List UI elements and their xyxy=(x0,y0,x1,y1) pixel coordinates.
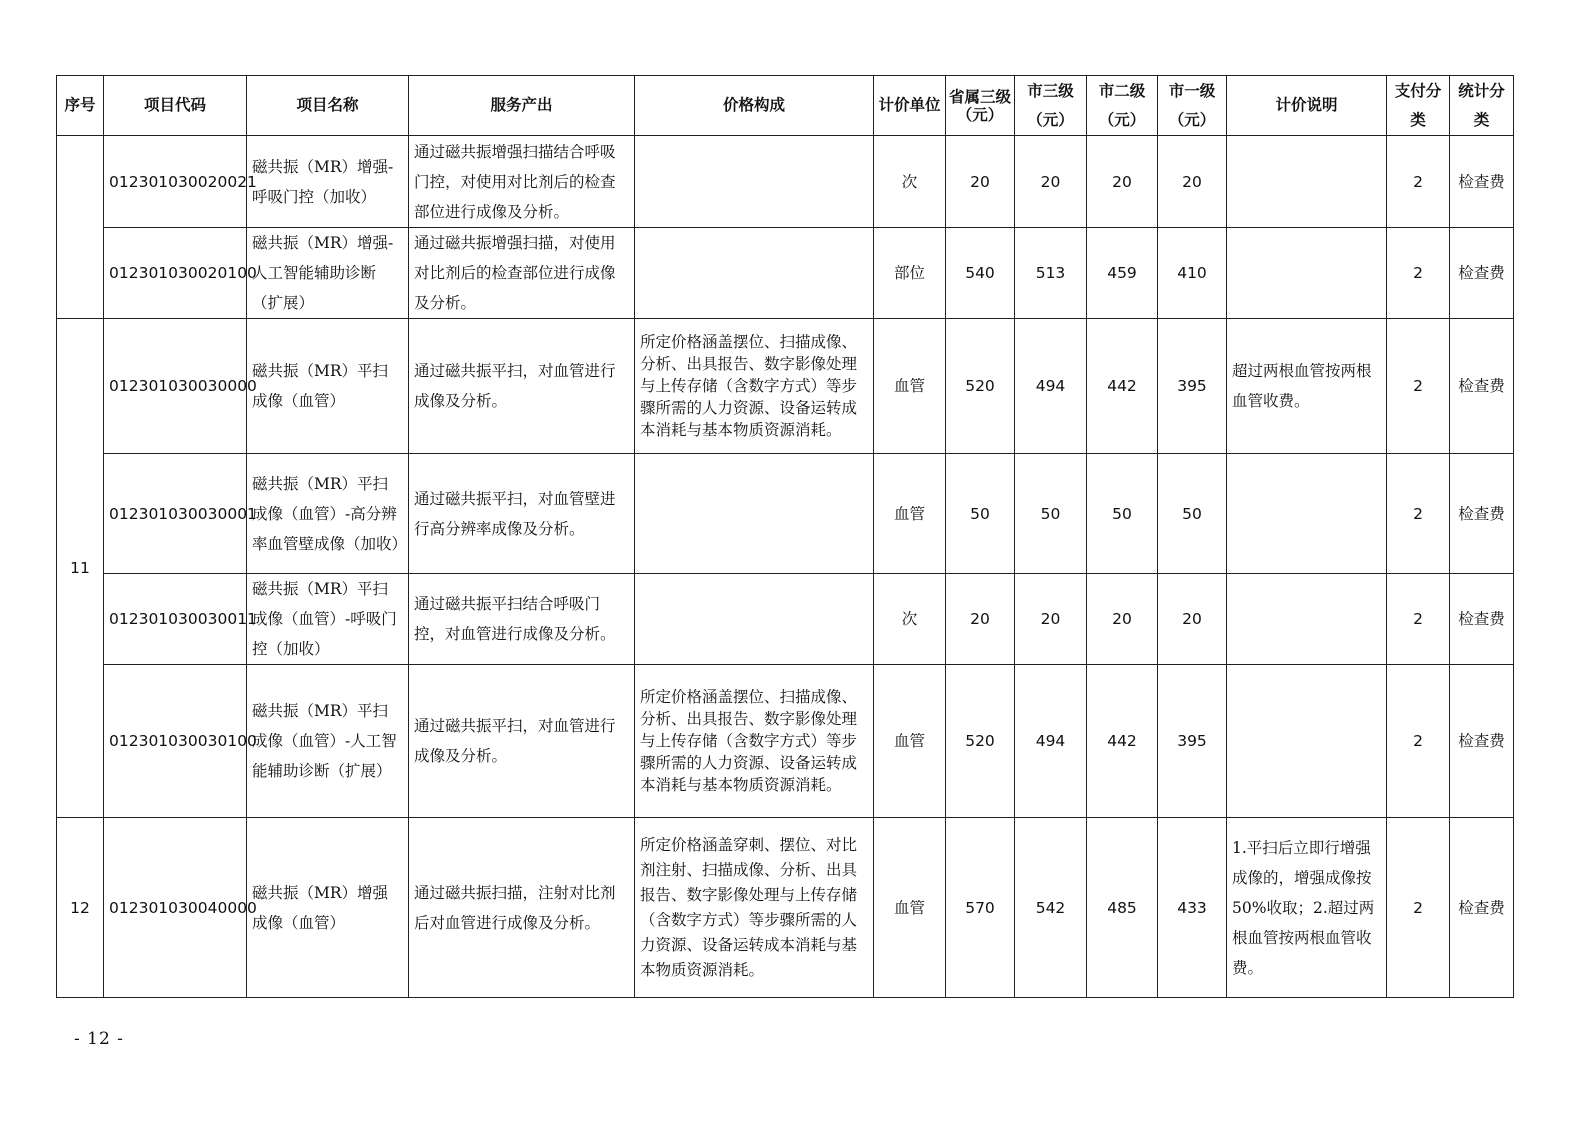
item-unit: 血管 xyxy=(874,319,946,454)
price-provincial: 20 xyxy=(946,574,1015,665)
item-note xyxy=(1227,454,1387,574)
stat-category: 检查费 xyxy=(1450,574,1514,665)
price-provincial: 570 xyxy=(946,818,1015,998)
item-code: 012301030030000 xyxy=(104,319,247,454)
item-composition xyxy=(635,454,874,574)
price-city2: 485 xyxy=(1087,818,1158,998)
table-row xyxy=(57,574,1514,665)
price-provincial: 50 xyxy=(946,454,1015,574)
table-row xyxy=(57,228,1514,319)
item-composition: 所定价格涵盖摆位、扫描成像、分析、出具报告、数字影像处理与上传存储（含数字方式）等步骤所需的人力资源、设备运转成本消耗与基本物质资源消耗。 xyxy=(635,665,874,818)
price-city3: 542 xyxy=(1015,818,1087,998)
item-name: 磁共振（MR）平扫成像（血管）-呼吸门控（加收） xyxy=(247,574,409,665)
item-code: 012301030030011 xyxy=(104,574,247,665)
header-city3: 市三级（元） xyxy=(1015,76,1087,136)
item-composition xyxy=(635,574,874,665)
item-note: 1.平扫后立即行增强成像的，增强成像按50%收取；2.超过两根血管按两根血管收费。 xyxy=(1227,818,1387,998)
stat-category: 检查费 xyxy=(1450,818,1514,998)
price-city2: 50 xyxy=(1087,454,1158,574)
price-city3: 20 xyxy=(1015,574,1087,665)
pay-category: 2 xyxy=(1387,574,1450,665)
table-row xyxy=(57,818,1514,998)
price-city2: 442 xyxy=(1087,319,1158,454)
price-city1: 410 xyxy=(1158,228,1227,319)
item-unit: 次 xyxy=(874,136,946,228)
price-city2: 442 xyxy=(1087,665,1158,818)
item-code: 012301030030001 xyxy=(104,454,247,574)
item-note xyxy=(1227,665,1387,818)
table-row xyxy=(57,319,1514,454)
header-provincial: 省属三级（元） xyxy=(946,76,1015,136)
item-composition xyxy=(635,228,874,319)
item-output: 通过磁共振平扫，对血管进行成像及分析。 xyxy=(409,665,635,818)
price-city2: 20 xyxy=(1087,136,1158,228)
stat-category: 检查费 xyxy=(1450,228,1514,319)
item-note xyxy=(1227,136,1387,228)
stat-category: 检查费 xyxy=(1450,454,1514,574)
item-note xyxy=(1227,228,1387,319)
header-name: 项目名称 xyxy=(247,76,409,136)
item-code: 012301030020021 xyxy=(104,136,247,228)
item-note xyxy=(1227,574,1387,665)
page-number: - 12 - xyxy=(74,1029,124,1049)
stat-category: 检查费 xyxy=(1450,319,1514,454)
price-city3: 494 xyxy=(1015,319,1087,454)
item-unit: 血管 xyxy=(874,665,946,818)
item-name: 磁共振（MR）平扫成像（血管）-人工智能辅助诊断（扩展） xyxy=(247,665,409,818)
price-table xyxy=(56,75,1514,998)
price-provincial: 540 xyxy=(946,228,1015,319)
header-city1: 市一级（元） xyxy=(1158,76,1227,136)
item-composition: 所定价格涵盖摆位、扫描成像、分析、出具报告、数字影像处理与上传存储（含数字方式）等步骤所需的人力资源、设备运转成本消耗与基本物质资源消耗。 xyxy=(635,319,874,454)
item-name: 磁共振（MR）增强-人工智能辅助诊断（扩展） xyxy=(247,228,409,319)
header-output: 服务产出 xyxy=(409,76,635,136)
header-stat: 统计分类 xyxy=(1450,76,1514,136)
pay-category: 2 xyxy=(1387,228,1450,319)
price-city1: 20 xyxy=(1158,136,1227,228)
pay-category: 2 xyxy=(1387,665,1450,818)
table-row xyxy=(57,136,1514,228)
table-row xyxy=(57,454,1514,574)
header-note: 计价说明 xyxy=(1227,76,1387,136)
seq-cell: 11 xyxy=(57,319,104,818)
item-output: 通过磁共振扫描，注射对比剂后对血管进行成像及分析。 xyxy=(409,818,635,998)
price-city1: 50 xyxy=(1158,454,1227,574)
item-note: 超过两根血管按两根血管收费。 xyxy=(1227,319,1387,454)
seq-cell: 12 xyxy=(57,818,104,998)
price-city3: 494 xyxy=(1015,665,1087,818)
item-name: 磁共振（MR）平扫成像（血管） xyxy=(247,319,409,454)
price-city1: 395 xyxy=(1158,665,1227,818)
item-output: 通过磁共振平扫，对血管壁进行高分辨率成像及分析。 xyxy=(409,454,635,574)
header-composition: 价格构成 xyxy=(635,76,874,136)
item-name: 磁共振（MR）增强成像（血管） xyxy=(247,818,409,998)
item-code: 012301030040000 xyxy=(104,818,247,998)
item-name: 磁共振（MR）增强-呼吸门控（加收） xyxy=(247,136,409,228)
stat-category: 检查费 xyxy=(1450,136,1514,228)
item-output: 通过磁共振增强扫描结合呼吸门控，对使用对比剂后的检查部位进行成像及分析。 xyxy=(409,136,635,228)
pay-category: 2 xyxy=(1387,136,1450,228)
item-unit: 血管 xyxy=(874,818,946,998)
item-unit: 次 xyxy=(874,574,946,665)
stat-category: 检查费 xyxy=(1450,665,1514,818)
item-output: 通过磁共振平扫结合呼吸门控，对血管进行成像及分析。 xyxy=(409,574,635,665)
price-city1: 395 xyxy=(1158,319,1227,454)
pay-category: 2 xyxy=(1387,818,1450,998)
seq-cell-empty xyxy=(57,136,104,319)
price-provincial: 520 xyxy=(946,665,1015,818)
price-city3: 20 xyxy=(1015,136,1087,228)
header-pay: 支付分类 xyxy=(1387,76,1450,136)
pay-category: 2 xyxy=(1387,319,1450,454)
item-unit: 部位 xyxy=(874,228,946,319)
table-row xyxy=(57,665,1514,818)
header-row xyxy=(57,76,1514,136)
header-code: 项目代码 xyxy=(104,76,247,136)
price-city2: 459 xyxy=(1087,228,1158,319)
price-city3: 513 xyxy=(1015,228,1087,319)
item-unit: 血管 xyxy=(874,454,946,574)
item-code: 012301030030100 xyxy=(104,665,247,818)
header-seq: 序号 xyxy=(57,76,104,136)
pay-category: 2 xyxy=(1387,454,1450,574)
price-city1: 20 xyxy=(1158,574,1227,665)
item-composition: 所定价格涵盖穿刺、摆位、对比剂注射、扫描成像、分析、出具报告、数字影像处理与上传存储（含数字方式）等步骤所需的人力资源、设备运转成本消耗与基本物质资源消耗。 xyxy=(635,818,874,998)
price-city2: 20 xyxy=(1087,574,1158,665)
item-output: 通过磁共振增强扫描，对使用对比剂后的检查部位进行成像及分析。 xyxy=(409,228,635,319)
header-city2: 市二级（元） xyxy=(1087,76,1158,136)
item-composition xyxy=(635,136,874,228)
item-output: 通过磁共振平扫，对血管进行成像及分析。 xyxy=(409,319,635,454)
price-provincial: 520 xyxy=(946,319,1015,454)
price-provincial: 20 xyxy=(946,136,1015,228)
price-city3: 50 xyxy=(1015,454,1087,574)
item-code: 012301030020100 xyxy=(104,228,247,319)
item-name: 磁共振（MR）平扫成像（血管）-高分辨率血管壁成像（加收） xyxy=(247,454,409,574)
header-unit: 计价单位 xyxy=(874,76,946,136)
price-city1: 433 xyxy=(1158,818,1227,998)
